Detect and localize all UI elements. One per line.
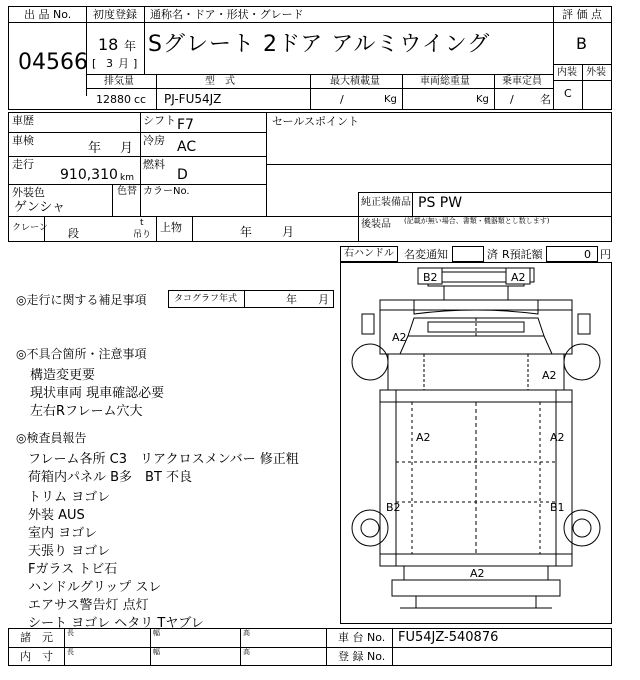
inspector-line: ハンドルグリップ スレ (28, 580, 162, 595)
inspector-line: 天張り ヨゴレ (28, 544, 111, 559)
gross-weight-unit: Kg (476, 94, 489, 105)
inspector-line: Fガラス トビ石 (28, 562, 118, 577)
name-change-box (452, 246, 484, 262)
first-reg-label: 初度登録 (93, 8, 137, 21)
aftermarket-label: 後装品 (361, 219, 391, 230)
model-code: PJ-FU54JZ (164, 92, 222, 106)
mileage-label: 走行 (12, 158, 34, 171)
upper-month-unit: 月 (282, 225, 295, 239)
displacement-label: 排気量 (104, 76, 134, 87)
crane-ton: t (140, 218, 144, 228)
mileage-value: 910,310 (60, 167, 118, 183)
capacity-label: 乗車定員 (502, 76, 542, 87)
crane-label: クレーン (12, 223, 48, 233)
upper-label: 上物 (160, 221, 182, 234)
damage-label-a2-top: A2 (511, 271, 526, 284)
ac-value: AC (177, 139, 197, 155)
inspection-year-unit: 年 (88, 141, 102, 156)
tacho-year-unit: 年 (286, 293, 297, 306)
height-label: 高 (243, 629, 250, 637)
model-name-label: 通称名・ドア・形状・グレード (150, 8, 304, 21)
width-label: 幅 (153, 648, 160, 656)
ext-color-label: 外装色 (12, 186, 45, 199)
reg-year-unit: 年 (124, 39, 137, 53)
chassis-number: FU54JZ-540876 (398, 630, 499, 645)
inspector-line: 室内 ヨゴレ (28, 526, 98, 541)
shift-value: F7 (177, 117, 194, 133)
inspector-line: 外装 AUS (28, 508, 85, 523)
interior-dims-label: 内 寸 (20, 650, 53, 663)
max-load-slash: / (340, 93, 344, 106)
displacement-unit: cc (134, 93, 147, 106)
displacement-value: 12880 (96, 93, 131, 106)
inspector-title: ◎検査員報告 (16, 431, 87, 445)
right-hand-label: 右ハンドル (344, 248, 394, 259)
truck-damage-diagram (340, 262, 612, 624)
damage-label-a2-right: A2 (542, 369, 557, 382)
length-label: 長 (67, 629, 74, 637)
crane-hang: 吊り (133, 230, 152, 240)
reg-month-unit: 月 (118, 57, 129, 70)
capacity-slash: / (510, 93, 514, 106)
model-code-label: 型 式 (205, 76, 235, 87)
damage-label-b2-left: B2 (386, 501, 401, 514)
damage-label-a2-bottom: A2 (470, 567, 485, 580)
defects-title: ◎不具合箇所・注意事項 (16, 347, 147, 361)
inspector-line: エアサス警告灯 点灯 (28, 598, 149, 613)
defect-line: 現状車両 現車確認必要 (30, 386, 165, 401)
fuel-label: 燃料 (143, 158, 165, 171)
name-change-label: 名変通知 (404, 248, 448, 261)
color-change-label: 色替 (117, 186, 137, 197)
inspection-month-unit: 月 (120, 141, 134, 156)
width-label: 幅 (153, 629, 160, 637)
score-label: 評 価 点 (562, 8, 602, 21)
color-code-label: カラーNo. (143, 186, 190, 197)
damage-label-b1-right: B1 (550, 501, 565, 514)
tacho-month-unit: 月 (318, 293, 329, 306)
registration-label: 登 録 No. (338, 650, 386, 663)
running-notes-title: ◎走行に関する補足事項 (16, 293, 147, 307)
score-value: B (576, 34, 587, 53)
defect-line: 構造変更要 (30, 368, 96, 383)
exterior-score-label: 外装 (586, 67, 606, 78)
aftermarket-note: (記載が無い場合、書類・機器類とし数します) (404, 217, 550, 225)
reg-month: 3 (106, 57, 113, 70)
r-deposit-unit: 円 (600, 248, 611, 261)
fuel-value: D (177, 167, 188, 183)
defect-line: 左右Rフレーム穴大 (30, 404, 143, 419)
inspector-line: シート ヨゴレ ヘタリ Tヤブレ (28, 616, 204, 631)
shift-label: シフト (143, 114, 176, 127)
damage-label-a2-cab: A2 (392, 331, 407, 344)
tacho-label: タコグラフ年式 (174, 294, 238, 304)
height-label: 高 (243, 648, 250, 656)
factory-equip-value: PS PW (418, 195, 463, 211)
ac-label: 冷房 (143, 134, 165, 147)
ext-color-value: ゲンシャ (14, 200, 66, 215)
dims-label: 諸 元 (20, 631, 53, 644)
crane-stage: 段 (68, 227, 79, 240)
damage-label-a2-box-left: A2 (416, 431, 431, 444)
inspector-line: フレーム各所 C3 リアクロスメンバー 修正粗 (28, 452, 299, 467)
mileage-unit: km (120, 173, 134, 183)
r-deposit-amount: 0 (584, 248, 591, 261)
inspection-label: 車検 (12, 134, 34, 147)
name-change-tick: 済 (487, 248, 498, 261)
lot-label: 出 品 No. (24, 8, 72, 21)
interior-score-label: 内装 (557, 67, 577, 78)
damage-label-b2-top: B2 (423, 271, 438, 284)
max-load-unit: Kg (384, 94, 397, 105)
inspector-line: トリム ヨゴレ (28, 490, 111, 505)
r-deposit-label: R預託額 (502, 248, 543, 261)
interior-score: C (564, 87, 572, 100)
gross-weight-label: 車両総重量 (420, 76, 470, 87)
sales-point-label: セールスポイント (272, 115, 360, 128)
history-label: 車歴 (12, 114, 34, 127)
reg-year: 18 (98, 35, 119, 54)
length-label: 長 (67, 648, 74, 656)
capacity-unit: 名 (540, 93, 551, 106)
damage-label-a2-box-right: A2 (550, 431, 565, 444)
inspector-line: 荷箱内パネル B多 BT 不良 (28, 470, 193, 485)
chassis-label: 車 台 No. (338, 631, 386, 644)
model-name: Sグレート 2ドア アルミウイング (148, 32, 491, 57)
upper-year-unit: 年 (240, 225, 253, 239)
factory-equip-label: 純正装備品 (361, 197, 411, 208)
lot-number: 04566 (18, 50, 88, 75)
max-load-label: 最大積載量 (330, 76, 380, 87)
